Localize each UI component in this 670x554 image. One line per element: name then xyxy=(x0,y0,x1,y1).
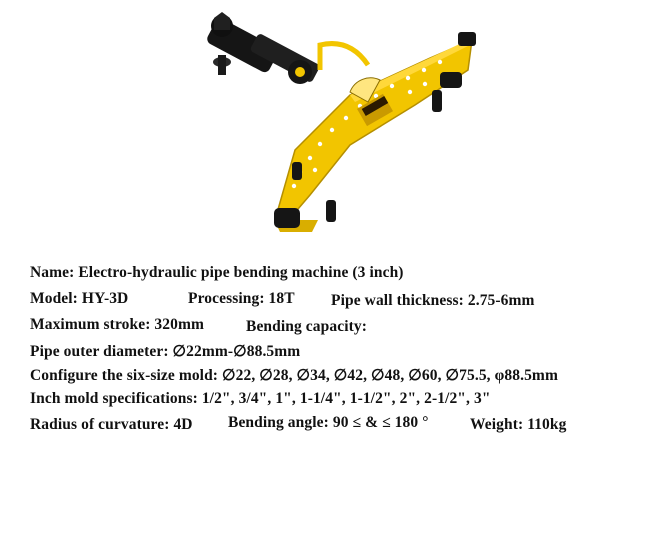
spec-bending-angle: Bending angle: 90 ≤ & ≤ 180 ° xyxy=(228,414,429,431)
spec-weight: Weight: 110kg xyxy=(470,416,567,433)
spec-outer-diameter: Pipe outer diameter: ∅22mm-∅88.5mm xyxy=(30,343,301,360)
spec-processing: Processing: 18T xyxy=(188,290,295,307)
spec-max-stroke: Maximum stroke: 320mm xyxy=(30,316,205,333)
spec-radius: Radius of curvature: 4D xyxy=(30,416,193,433)
spec-model: Model: HY-3D xyxy=(30,290,129,307)
spec-bending-capacity: Bending capacity: xyxy=(246,318,367,335)
spec-inch-mold: Inch mold specifications: 1/2", 3/4", 1", 1-1/4", 1-1/2", 2", 2-1/2", 3" xyxy=(30,390,491,407)
spec-wall-thickness: Pipe wall thickness: 2.75-6mm xyxy=(331,292,535,309)
pipe-bender-machine-image xyxy=(200,10,500,245)
spec-six-size-mold: Configure the six-size mold: ∅22, ∅28, ∅34, ∅42, ∅48, ∅60, ∅75.5, φ88.5mm xyxy=(30,367,558,384)
spec-name: Name: Electro-hydraulic pipe bending machine (3 inch) xyxy=(30,264,404,281)
